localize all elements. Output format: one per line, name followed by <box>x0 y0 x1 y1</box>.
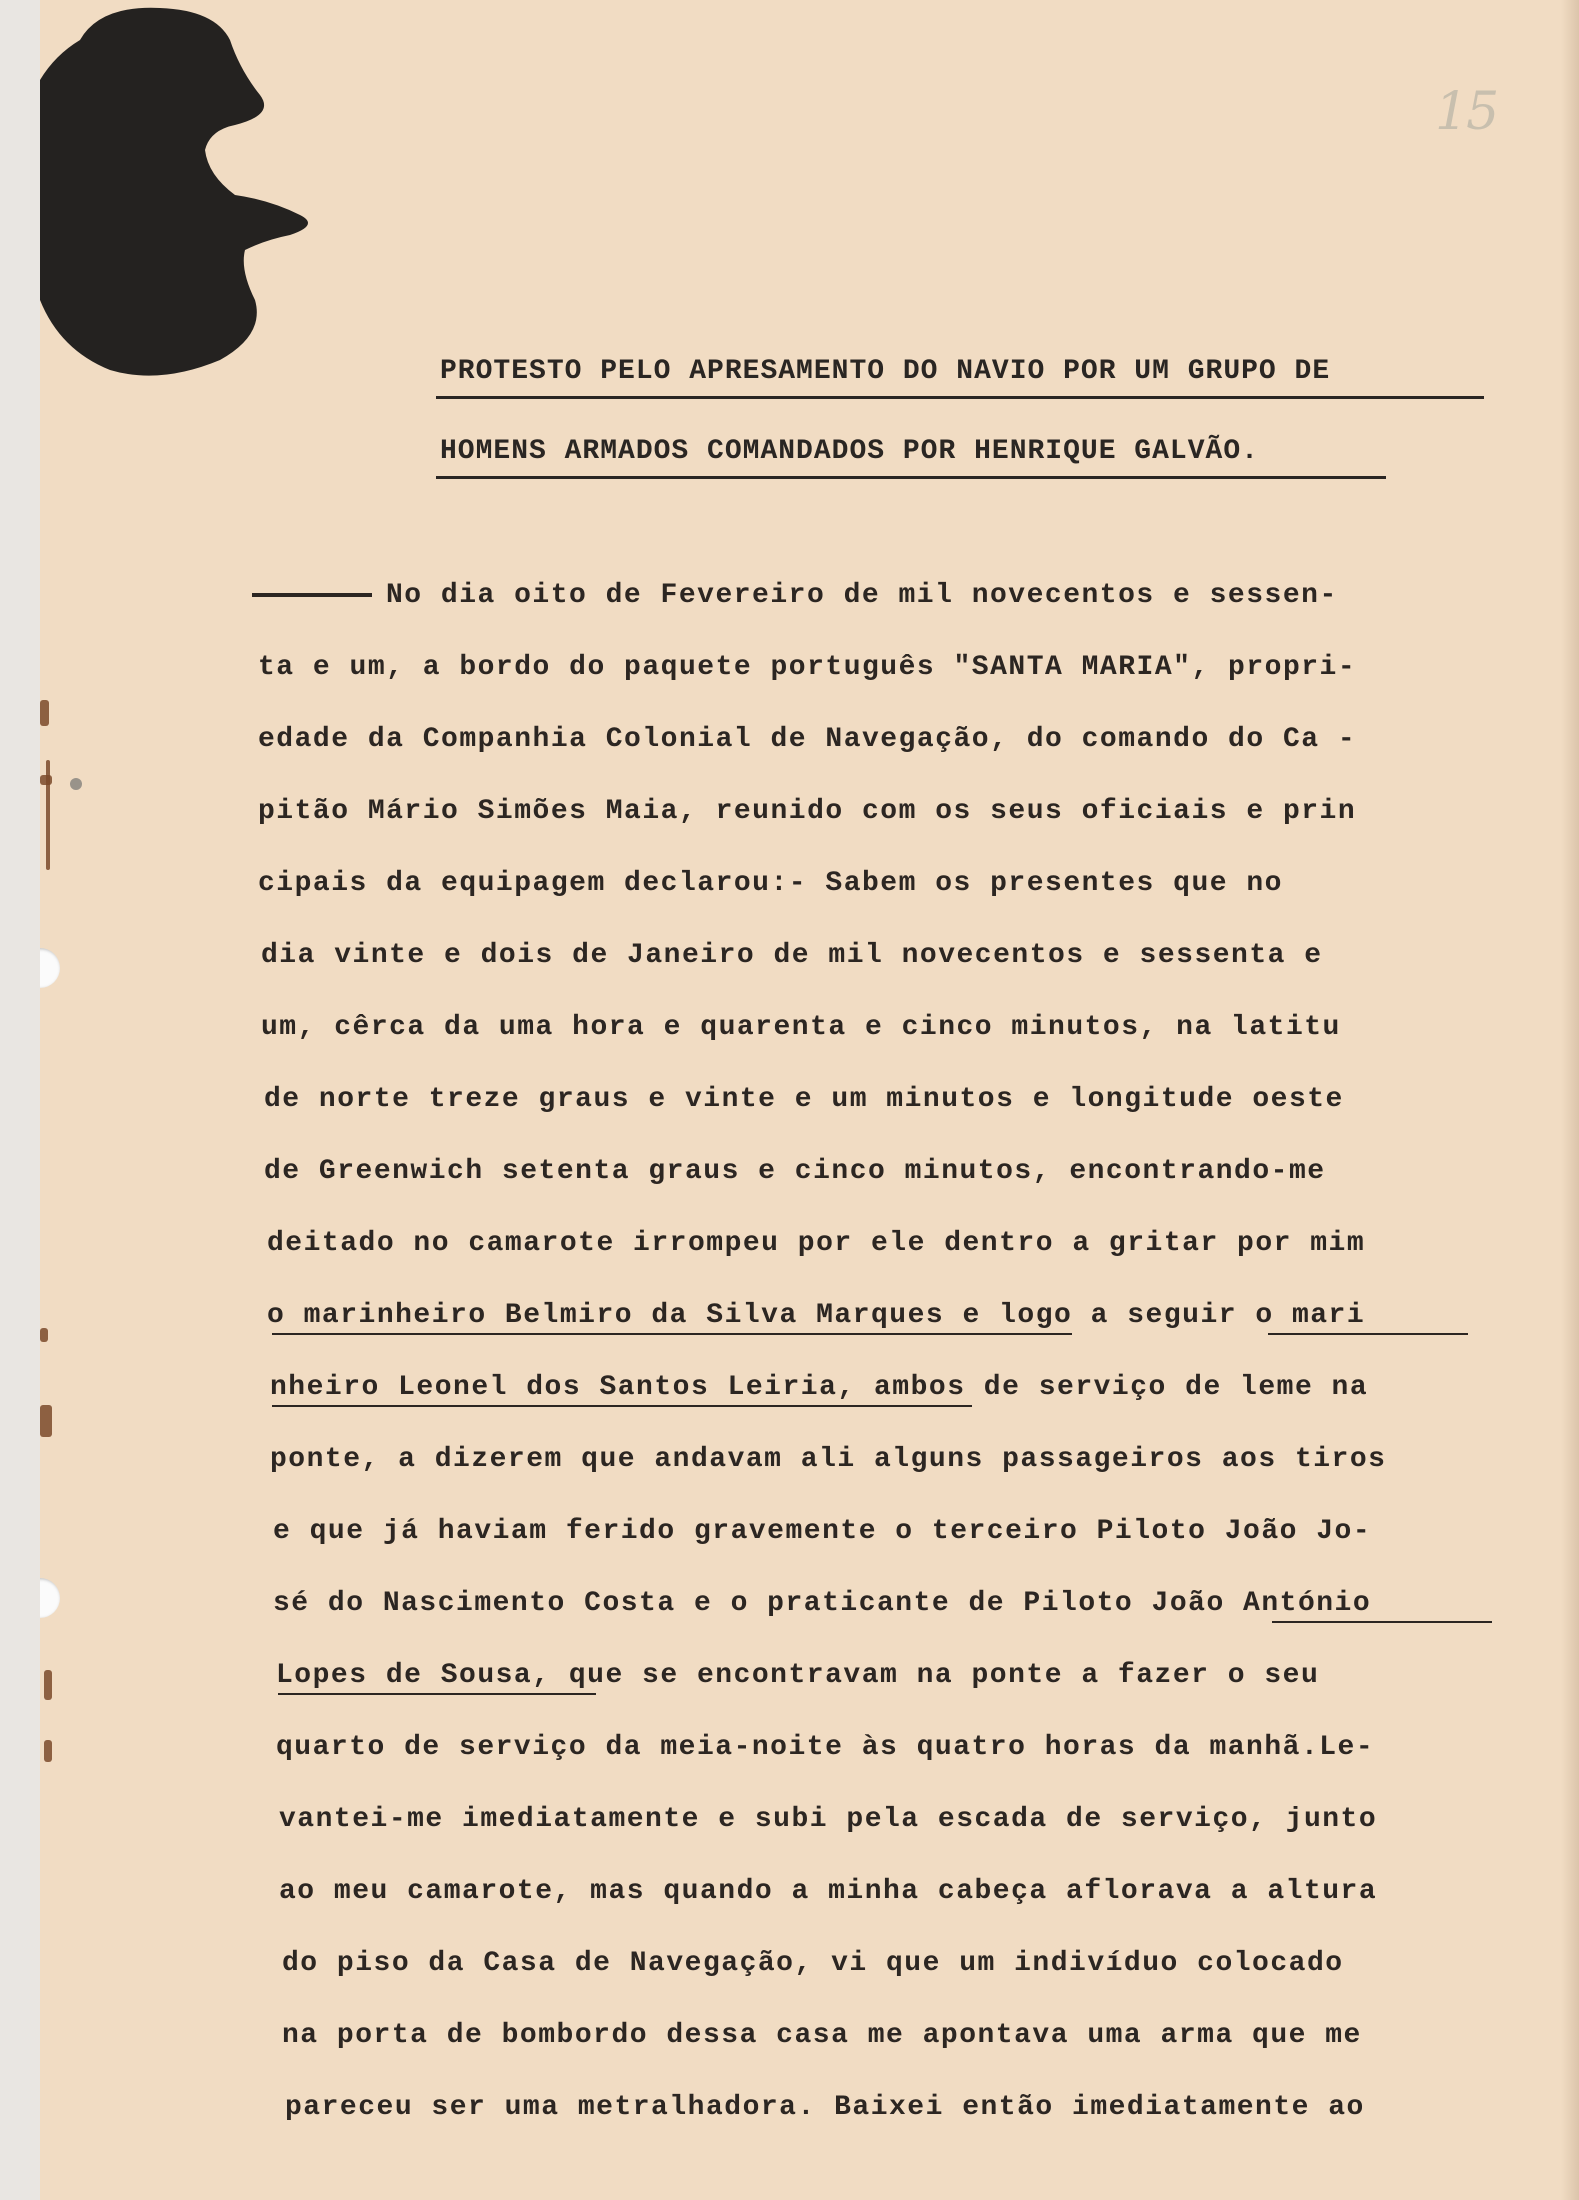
underline-leonel <box>272 1405 972 1407</box>
title-underline <box>436 396 1484 399</box>
underline-belmiro <box>272 1333 1072 1335</box>
body-line-19: ao meu camarote, mas quando a minha cabeça aflorava a altura <box>279 1876 1378 1907</box>
page-number: 15 <box>1435 82 1498 142</box>
body-line-18: vantei-me imediatamente e subi pela escada de serviço, junto <box>279 1804 1378 1835</box>
body-line-2: ta e um, a bordo do paquete português "SANTA MARIA", propri- <box>258 652 1357 683</box>
rust-stain <box>40 700 49 726</box>
body-line-13: ponte, a dizerem que andavam ali alguns passageiros aos tiros <box>270 1444 1387 1475</box>
document-title-line-2: HOMENS ARMADOS COMANDADOS POR HENRIQUE GALVÃO. <box>440 436 1259 467</box>
punch-hole-upper <box>40 948 60 988</box>
document-page <box>40 0 1579 2200</box>
rust-stain <box>44 1670 52 1700</box>
body-line-1: No dia oito de Fevereiro de mil novecentos e sessen- <box>252 580 1338 611</box>
page-edge-shadow <box>1561 0 1579 2200</box>
body-line-14: e que já haviam ferido gravemente o terceiro Piloto João Jo- <box>273 1516 1372 1547</box>
body-line-11: o marinheiro Belmiro da Silva Marques e logo a seguir o mari <box>267 1300 1366 1331</box>
body-line-22: pareceu ser uma metralhadora. Baixei então imediatamente ao <box>285 2092 1365 2123</box>
body-line-4: pitão Mário Simões Maia, reunido com os seus oficiais e prin <box>258 796 1357 827</box>
body-line-21: na porta de bombordo dessa casa me apontava uma arma que me <box>282 2020 1362 2051</box>
underline-joao-antonio <box>1272 1621 1492 1623</box>
rust-stain <box>70 778 82 790</box>
document-title-line-1: PROTESTO PELO APRESAMENTO DO NAVIO POR UM GRUPO DE <box>440 356 1331 387</box>
body-line-5: cipais da equipagem declarou:- Sabem os presentes que no <box>258 868 1283 899</box>
body-line-8: de norte treze graus e vinte e um minutos e longitude oeste <box>264 1084 1344 1115</box>
paragraph-fill-dashes <box>252 593 372 597</box>
body-line-6: dia vinte e dois de Janeiro de mil novecentos e sessenta e <box>261 940 1323 971</box>
body-line-20: do piso da Casa de Navegação, vi que um indivíduo colocado <box>282 1948 1344 1979</box>
body-line-3: edade da Companhia Colonial de Navegação, do comando do Ca - <box>258 724 1357 755</box>
body-line-16: Lopes de Sousa, que se encontravam na ponte a fazer o seu <box>276 1660 1320 1691</box>
body-line-9: de Greenwich setenta graus e cinco minutos, encontrando-me <box>264 1156 1326 1187</box>
body-line-12: nheiro Leonel dos Santos Leiria, ambos de serviço de leme na <box>270 1372 1369 1403</box>
body-line-17: quarto de serviço da meia-noite às quatro horas da manhã.Le- <box>276 1732 1375 1763</box>
underline-mari <box>1268 1333 1468 1335</box>
ink-blot-stamp <box>40 0 340 390</box>
title-underline <box>436 476 1386 479</box>
rust-stain <box>40 1405 52 1437</box>
rust-stain <box>46 760 50 870</box>
punch-hole-lower <box>40 1578 60 1618</box>
body-line-7: um, cêrca da uma hora e quarenta e cinco minutos, na latitu <box>261 1012 1341 1043</box>
rust-stain <box>44 1740 52 1762</box>
body-line-10: deitado no camarote irrompeu por ele dentro a gritar por mim <box>267 1228 1366 1259</box>
underline-lopes-de-sousa <box>278 1693 596 1695</box>
rust-stain <box>40 1328 48 1342</box>
body-line-15: sé do Nascimento Costa e o praticante de Piloto João António <box>273 1588 1372 1619</box>
